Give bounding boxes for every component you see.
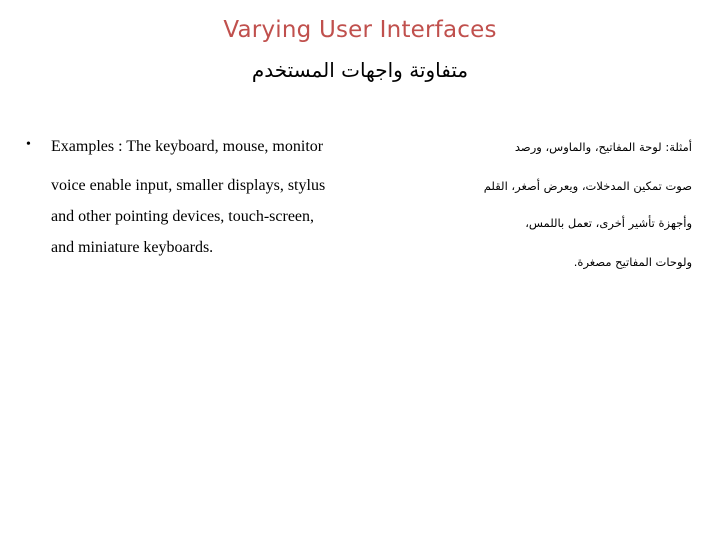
bullet-marker: • [26,137,31,152]
english-text-line-3: and other pointing devices, touch-screen, [51,208,315,225]
english-text-line-1: Examples : The keyboard, mouse, monitor [51,138,324,155]
arabic-text-line-4: ولوحات المفاتيح مصغرة. [573,255,692,269]
english-text-line-4: and miniature keyboards. [51,239,214,256]
arabic-text-line-2: صوت تمكين المدخلات، ويعرض أصغر، القلم [483,179,692,193]
slide-subtitle-arabic: متفاوتة واجهات المستخدم [251,58,469,82]
english-text-line-2: voice enable input, smaller displays, stylus [51,177,326,194]
arabic-text-line-3: وأجهزة تأشير أخرى، تعمل باللمس، [525,216,692,230]
slide-title: Varying User Interfaces [223,17,497,43]
arabic-text-line-1: أمثلة: لوحة المفاتيح، والماوس، ورصد [514,140,692,154]
